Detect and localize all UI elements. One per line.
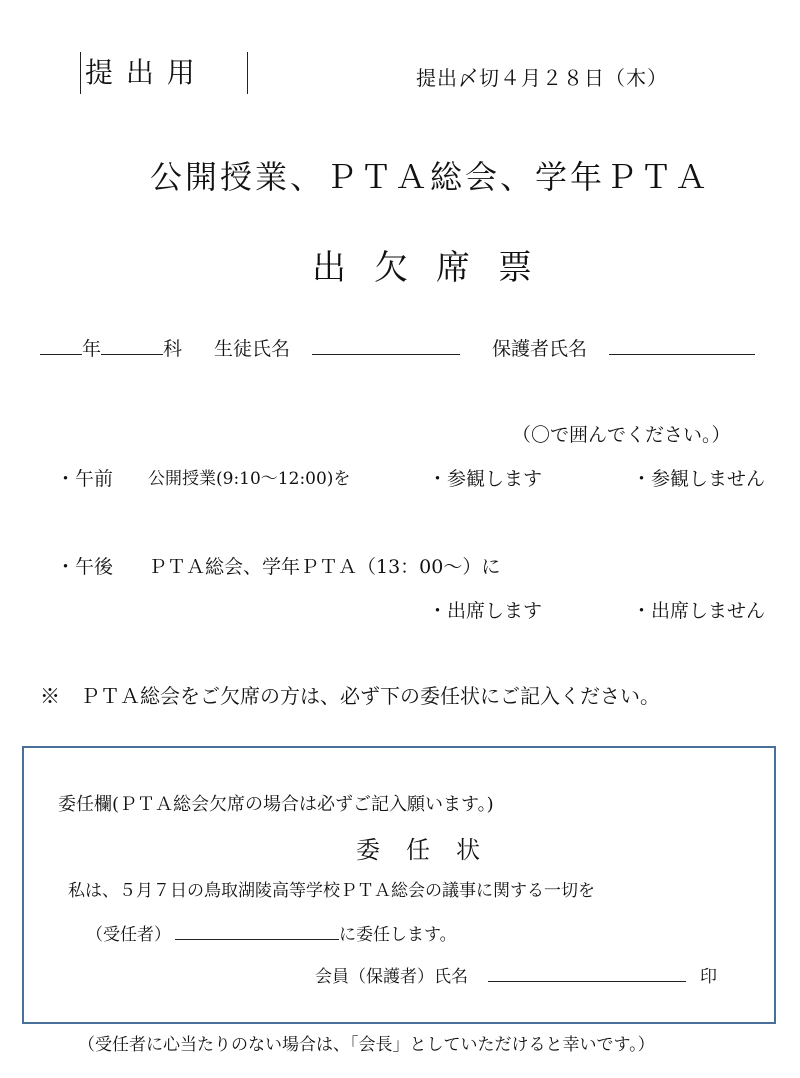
subtitle-char: 票: [498, 248, 532, 288]
agent-name-field[interactable]: [175, 921, 339, 940]
morning-absent-option[interactable]: ・参観しません: [632, 468, 766, 490]
notice: ※ ＰＴＡ総会をご欠席の方は、必ず下の委任状にご記入ください。: [40, 684, 660, 708]
instruction-note: （〇で囲んでください。）: [512, 424, 731, 446]
member-name-field[interactable]: [488, 963, 686, 982]
proxy-agent-line: [86, 920, 457, 945]
grade-field[interactable]: [40, 336, 82, 355]
proxy-title-char: 任: [406, 836, 430, 864]
guardian-name-field[interactable]: [609, 336, 755, 355]
submit-label: 提 出 用: [80, 52, 248, 94]
afternoon-attend-option[interactable]: ・出席します: [428, 600, 543, 622]
student-name-field[interactable]: [312, 336, 460, 355]
guardian-name-label: 保護者氏名: [492, 338, 588, 360]
proxy-heading: 委任欄(ＰＴＡ総会欠席の場合は必ずご記入願います。): [58, 794, 494, 815]
proxy-title-char: 状: [456, 836, 480, 864]
morning-label: ・午前: [56, 468, 114, 490]
page-title: 公開授業、ＰＴＡ総会、学年ＰＴＡ: [149, 158, 710, 196]
afternoon-absent-option[interactable]: ・出席しません: [632, 600, 766, 622]
class-field[interactable]: [101, 336, 163, 355]
subtitle-char: 出: [312, 248, 346, 288]
agent-suffix: に委任します。: [339, 925, 457, 945]
class-label: 科: [163, 338, 183, 360]
seal-mark: 印: [700, 967, 717, 987]
morning-attend-option[interactable]: ・参観します: [428, 468, 543, 490]
proxy-member-line: [315, 962, 717, 987]
proxy-body: 私は、５月７日の鳥取湖陵高等学校ＰＴＡ総会の議事に関する一切を: [68, 881, 595, 901]
agent-label: （受任者）: [86, 925, 171, 945]
student-name-label: 生徒氏名: [214, 338, 291, 360]
name-line: [40, 334, 755, 361]
subtitle-char: 席: [436, 248, 470, 288]
proxy-title: [356, 830, 506, 865]
deadline: 提出〆切４月２８日（木）: [416, 66, 668, 90]
morning-event: 公開授業(9:10～12:00)を: [148, 469, 351, 489]
subtitle-char: 欠: [374, 248, 408, 288]
footnote: （受任者に心当たりのない場合は、「会長」としていただけると幸いです。）: [78, 1035, 655, 1055]
afternoon-label: ・午後: [56, 556, 114, 578]
page-subtitle: [312, 240, 560, 289]
grade-label: 年: [82, 338, 102, 360]
member-label: 会員（保護者）氏名: [315, 967, 468, 987]
afternoon-event: ＰＴＡ総会、学年ＰＴＡ（13：00～）に: [148, 556, 501, 578]
proxy-title-char: 委: [356, 836, 380, 864]
